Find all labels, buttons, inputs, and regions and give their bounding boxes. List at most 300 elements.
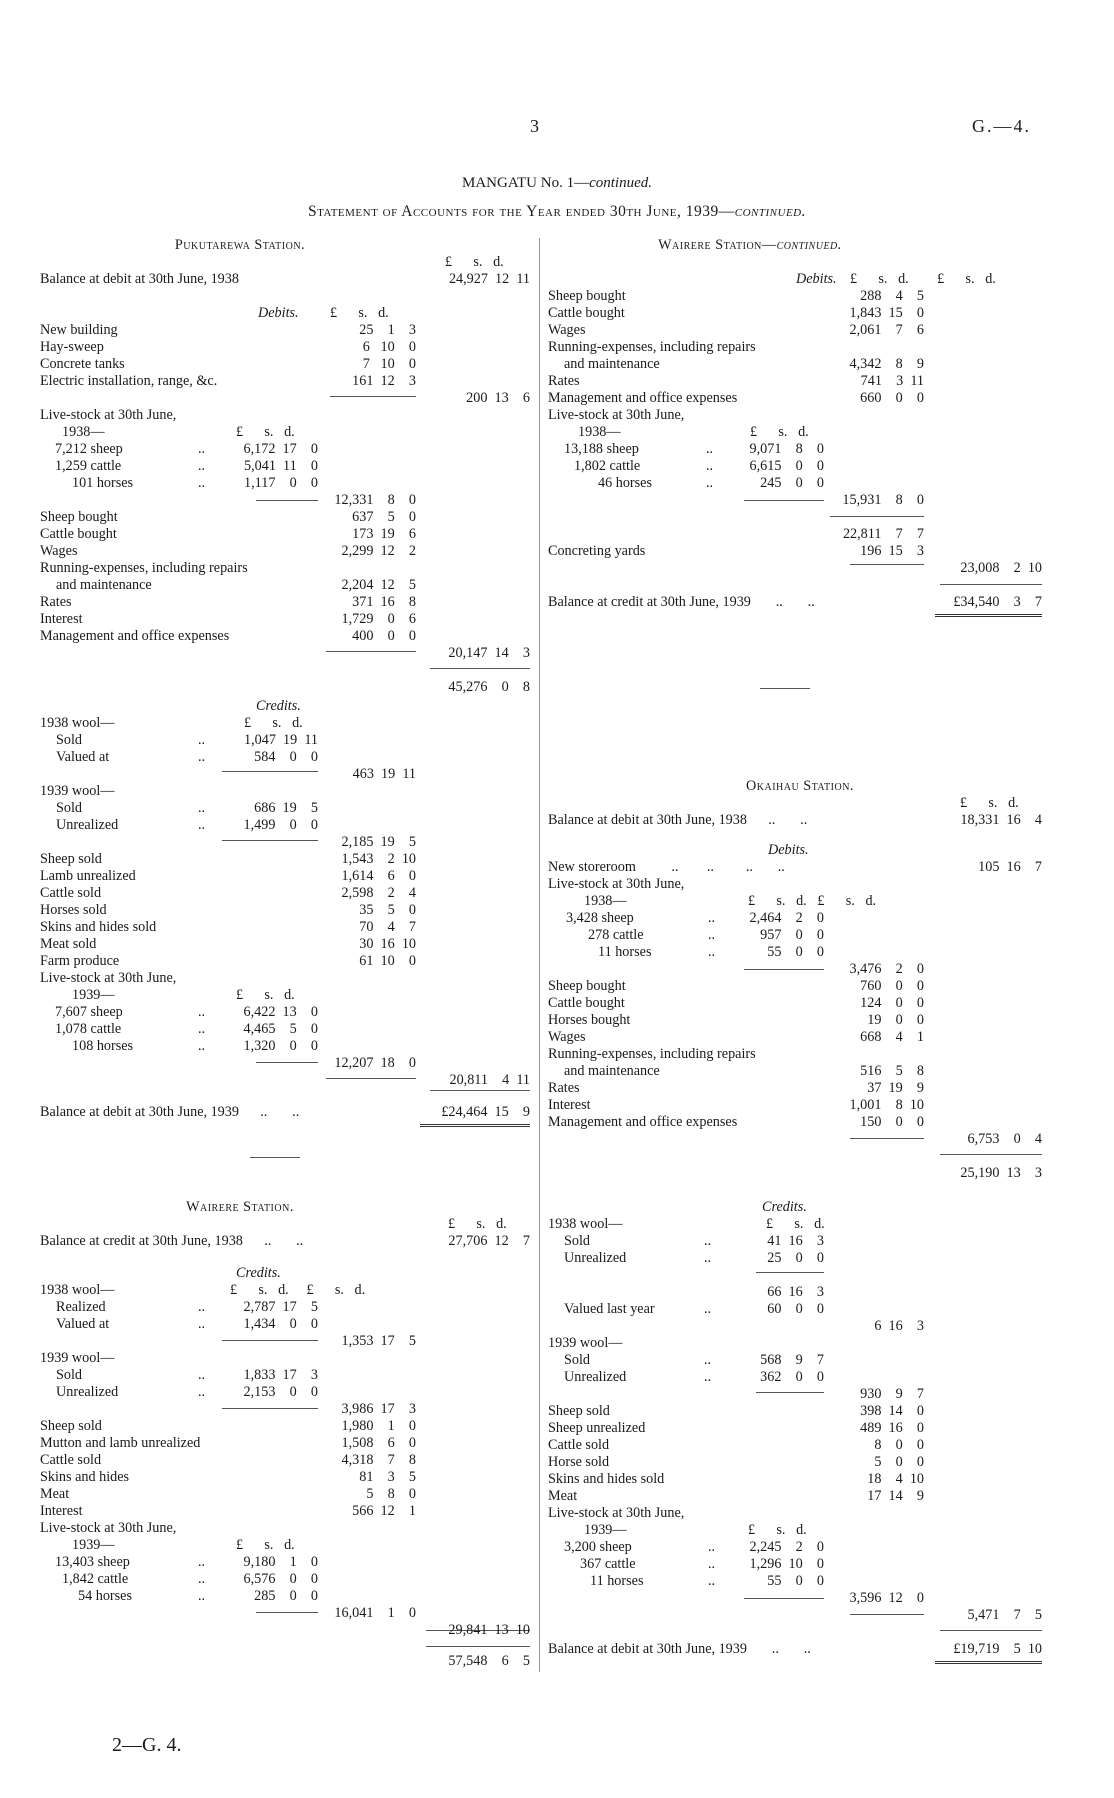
- wairere-right-livestock-label: 46 horses: [598, 475, 652, 491]
- rule: [850, 1138, 924, 1139]
- pukutarewa-credit-amount: 70 4 7: [359, 919, 416, 935]
- wairere-right-heading-suffix: continued.: [776, 237, 842, 253]
- wairere-left-wool1939-total: 3,986 17 3: [341, 1401, 416, 1417]
- okaihau-expense-label: Wages: [548, 1029, 586, 1045]
- wairere-left-credit-amount: 5 8 0: [366, 1486, 416, 1502]
- pukutarewa-livestock-label: 1,259 cattle: [55, 458, 122, 474]
- wairere-right-debit-label: Cattle bought: [548, 305, 625, 321]
- wairere-right-heading-text: Wairere Station—: [658, 237, 777, 253]
- pukutarewa-livestock-col-head: £ s. d.: [236, 424, 295, 440]
- wairere-right-debits-heading: Debits.: [796, 271, 837, 287]
- pukutarewa-wool1938-label: Sold: [56, 732, 83, 748]
- pukutarewa-credit-label: Meat sold: [40, 936, 97, 952]
- okaihau-storeroom-text: New storeroom: [548, 859, 636, 875]
- pukutarewa-debits-heading: Debits.: [258, 305, 299, 321]
- pukutarewa-expense-label: Cattle bought: [40, 526, 117, 542]
- pukutarewa-debits-col-head: £ s. d.: [330, 305, 389, 321]
- rule: [430, 1090, 530, 1091]
- wairere-right-debit-amount: 660 0 0: [860, 390, 924, 406]
- okaihau-valued-label: Valued last year: [564, 1301, 655, 1317]
- wairere-right-concreting-label: Concreting yards: [548, 543, 646, 559]
- wairere-right-debit-label: Management and office expenses: [548, 390, 738, 406]
- okaihau-expense-label: Running-expenses, including repairs: [548, 1046, 756, 1062]
- okaihau-credits-total: 5,471 7 5: [967, 1607, 1042, 1623]
- wairere-right-heading: [550, 237, 950, 254]
- okaihau-credit-label: Meat: [548, 1488, 578, 1504]
- okaihau-credit-amount: 5 0 0: [874, 1454, 924, 1470]
- okaihau-wool1938-label: Sold: [564, 1233, 591, 1249]
- wairere-left-opening-label: Balance at credit at 30th June, 1938 .. ..: [40, 1233, 304, 1249]
- wairere-right-debit-amount: 2,061 7 6: [849, 322, 924, 338]
- wairere-right-debit-amount: 741 3 11: [860, 373, 924, 389]
- wairere-right-concreting-amount: 196 15 3: [860, 543, 924, 559]
- okaihau-wool1938-sum: 66 16 3: [767, 1284, 824, 1300]
- pukutarewa-livestock-label: 101 horses: [72, 475, 134, 491]
- dots: ..: [198, 1588, 206, 1604]
- title-main: MANGATU No. 1—: [462, 175, 590, 191]
- okaihau-livestock-col-head: [748, 893, 876, 910]
- rule: [850, 564, 924, 565]
- okaihau-livestock-amount: 2,464 2 0: [749, 910, 824, 926]
- okaihau-expense-label: Sheep bought: [548, 978, 626, 994]
- dots: ..: [198, 1367, 206, 1383]
- wairere-left-col-head: £ s. d.: [448, 1216, 507, 1232]
- pukutarewa-expense-label: Interest: [40, 611, 83, 627]
- pukutarewa-debits-total: 200 13 6: [466, 390, 530, 406]
- okaihau-expense-amount: 760 0 0: [860, 978, 924, 994]
- dots: ..: [704, 1369, 712, 1385]
- dots: ..: [198, 1004, 206, 1020]
- wairere-right-livestock-amount: 9,071 8 0: [749, 441, 824, 457]
- wairere-left-credit-amount: 1,508 6 0: [341, 1435, 416, 1451]
- okaihau-expense-label: Management and office expenses: [548, 1114, 738, 1130]
- wairere-left-wool1939-label: Unrealized: [56, 1384, 119, 1400]
- dots: ..: [198, 1038, 206, 1054]
- okaihau-credit-label: Sheep unrealized: [548, 1420, 646, 1436]
- subtitle-suffix: continued.: [734, 203, 806, 220]
- pukutarewa-livestock-year: 1938—: [62, 424, 105, 440]
- pukutarewa-credit-amount: 1,543 2 10: [341, 851, 416, 867]
- okaihau-credit-amount: 17 14 9: [867, 1488, 924, 1504]
- pukutarewa-credit-label: Sheep sold: [40, 851, 102, 867]
- wairere-left-credit-label: Sheep sold: [40, 1418, 102, 1434]
- wairere-left-wool1938-label: Realized: [56, 1299, 106, 1315]
- okaihau-closing-amount: £19,719 5 10: [953, 1641, 1042, 1657]
- pukutarewa-livestock-amount: 6,172 17 0: [243, 441, 318, 457]
- pukutarewa-livestock2-label: 108 horses: [72, 1038, 134, 1054]
- okaihau-credit-label: Cattle sold: [548, 1437, 610, 1453]
- pukutarewa-expense-amount: 2,299 12 2: [341, 543, 416, 559]
- okaihau-livestock-col-head-a: £ s. d.: [748, 893, 807, 909]
- okaihau-expense-label: Cattle bought: [548, 995, 625, 1011]
- okaihau-livestock2-col-head: £ s. d.: [748, 1522, 807, 1538]
- okaihau-livestock-label: Live-stock at 30th June,: [548, 876, 685, 892]
- pukutarewa-expenses-total: 20,147 14 3: [448, 645, 530, 661]
- okaihau-livestock-label: 3,428 sheep: [566, 910, 634, 926]
- pukutarewa-credit-label: Cattle sold: [40, 885, 102, 901]
- okaihau-storeroom-amount: 105 16 7: [978, 859, 1042, 875]
- pukutarewa-debit-amount: 25 1 3: [359, 322, 416, 338]
- pukutarewa-opening-label: Balance at debit at 30th June, 1938: [40, 271, 239, 287]
- pukutarewa-expense-label: Sheep bought: [40, 509, 118, 525]
- pukutarewa-debit-label: Concrete tanks: [40, 356, 125, 372]
- dots: ..: [198, 749, 206, 765]
- wairere-left-wool-col-head-a: £ s. d.: [230, 1282, 289, 1298]
- pukutarewa-livestock2-amount: 4,465 5 0: [243, 1021, 318, 1037]
- pukutarewa-credits-total: 20,811 4 11: [449, 1072, 530, 1088]
- wairere-right-debit-label: and maintenance: [564, 356, 660, 372]
- okaihau-opening-text: Balance at debit at 30th June, 1938: [548, 812, 747, 828]
- wairere-left-credit-label: Cattle sold: [40, 1452, 102, 1468]
- rule: [426, 1646, 530, 1647]
- pukutarewa-livestock2-amount: 1,320 0 0: [243, 1038, 318, 1054]
- pukutarewa-wool1939-amount: 686 19 5: [254, 800, 318, 816]
- okaihau-livestock2-total: 3,596 12 0: [849, 1590, 924, 1606]
- okaihau-heading: Okaihau Station.: [746, 778, 854, 794]
- pukutarewa-wool1939-label: Unrealized: [56, 817, 119, 833]
- dots: ..: [706, 458, 714, 474]
- wairere-right-debit-label: Rates: [548, 373, 580, 389]
- wairere-right-livestock-label: 1,802 cattle: [574, 458, 641, 474]
- dots: ..: [198, 1299, 206, 1315]
- pukutarewa-expense-label: Running-expenses, including repairs: [40, 560, 248, 576]
- okaihau-livestock2-label: Live-stock at 30th June,: [548, 1505, 685, 1521]
- dots: ..: [708, 944, 716, 960]
- pukutarewa-livestock2-year: 1939—: [72, 987, 115, 1003]
- pukutarewa-wool1938-label: Valued at: [56, 749, 110, 765]
- pukutarewa-credit-amount: 30 16 10: [359, 936, 416, 952]
- wairere-right-subtotal: 22,811 7 7: [842, 526, 924, 542]
- pukutarewa-livestock-amount: 1,117 0 0: [244, 475, 318, 491]
- dots: ..: [706, 441, 714, 457]
- okaihau-livestock-col-head-b: £ s. d.: [817, 893, 877, 909]
- okaihau-expense-amount: 516 5 8: [860, 1063, 924, 1079]
- pukutarewa-expense-amount: 371 16 8: [352, 594, 416, 610]
- pukutarewa-heading: Pukutarewa Station.: [174, 237, 306, 253]
- pukutarewa-expense-label: Management and office expenses: [40, 628, 230, 644]
- pukutarewa-livestock2-label: 1,078 cattle: [55, 1021, 122, 1037]
- okaihau-credit-label: Sheep sold: [548, 1403, 610, 1419]
- page-number: 3: [530, 116, 539, 136]
- pukutarewa-wool1938-amount: 1,047 19 11: [244, 732, 318, 748]
- pukutarewa-livestock-total: 12,331 8 0: [334, 492, 416, 508]
- dots: ..: [704, 1301, 712, 1317]
- dots: ..: [706, 475, 714, 491]
- pukutarewa-credit-amount: 1,614 6 0: [341, 868, 416, 884]
- dots: ..: [708, 927, 716, 943]
- wairere-left-wool1939-label: Sold: [56, 1367, 83, 1383]
- dots: ..: [704, 1233, 712, 1249]
- double-rule: [420, 1124, 530, 1127]
- pukutarewa-debit-label: Electric installation, range, &c.: [40, 373, 218, 389]
- pukutarewa-credit-amount: 61 10 0: [359, 953, 416, 969]
- wairere-left-credit-label: Mutton and lamb unrealized: [40, 1435, 201, 1451]
- dots: ..: [198, 1021, 206, 1037]
- dots: ..: [198, 800, 206, 816]
- dots: ..: [198, 458, 206, 474]
- pukutarewa-opening-amount: 24,927 12 11: [448, 271, 530, 287]
- dots: ..: [198, 817, 206, 833]
- okaihau-wool1938-label: 1938 wool—: [548, 1216, 623, 1232]
- wairere-left-credit-amount: 4,318 7 8: [341, 1452, 416, 1468]
- pukutarewa-credit-label: Farm produce: [40, 953, 120, 969]
- pukutarewa-debit-amount: 7 10 0: [362, 356, 416, 372]
- wairere-right-livestock-year: 1938—: [578, 424, 621, 440]
- wairere-left-livestock-label: 54 horses: [78, 1588, 132, 1604]
- pukutarewa-livestock2-total: 12,207 18 0: [334, 1055, 416, 1071]
- wairere-right-closing-amount: £34,540 3 7: [953, 594, 1042, 610]
- dots: ..: [198, 1571, 206, 1587]
- pukutarewa-livestock-amount: 5,041 11 0: [244, 458, 318, 474]
- wairere-right-col-head: [850, 271, 996, 288]
- pukutarewa-wool1939-label: Sold: [56, 800, 83, 816]
- wairere-left-credit-label: Interest: [40, 1503, 83, 1519]
- document-subtitle: [0, 203, 1114, 220]
- pukutarewa-closing-text: Balance at debit at 30th June, 1939: [40, 1104, 239, 1120]
- rule: [940, 1630, 1042, 1631]
- document-reference: G.—4.: [972, 116, 1031, 136]
- wairere-left-wool1938-label: 1938 wool—: [40, 1282, 115, 1298]
- okaihau-credit-amount: 489 16 0: [860, 1420, 924, 1436]
- wairere-right-closing-text: Balance at credit at 30th June, 1939: [548, 594, 751, 610]
- wairere-left-wool1938-amount: 1,434 0 0: [243, 1316, 318, 1332]
- okaihau-livestock-total: 3,476 2 0: [849, 961, 924, 977]
- okaihau-credit-label: Horse sold: [548, 1454, 610, 1470]
- wairere-left-wool1938-label: Valued at: [56, 1316, 110, 1332]
- wairere-right-livestock-label: Live-stock at 30th June,: [548, 407, 685, 423]
- okaihau-expense-label: Interest: [548, 1097, 591, 1113]
- wairere-left-heading: Wairere Station.: [186, 1199, 294, 1215]
- wairere-left-livestock-amount: 9,180 1 0: [243, 1554, 318, 1570]
- okaihau-expense-amount: 124 0 0: [860, 995, 924, 1011]
- wairere-left-credit-amount: 81 3 5: [359, 1469, 416, 1485]
- okaihau-livestock2-year: 1939—: [584, 1522, 627, 1538]
- wairere-left-credit-amount: 1,980 1 0: [341, 1418, 416, 1434]
- okaihau-opening-amount: 18,331 16 4: [960, 812, 1042, 828]
- wairere-left-opening-amount: 27,706 12 7: [448, 1233, 530, 1249]
- okaihau-expense-amount: 37 19 9: [867, 1080, 924, 1096]
- pukutarewa-credit-amount: 35 5 0: [359, 902, 416, 918]
- document-title: [0, 175, 1114, 192]
- pukutarewa-wool1938-amount: 584 0 0: [254, 749, 318, 765]
- pukutarewa-closing-label: Balance at debit at 30th June, 1939 .. ..: [40, 1104, 300, 1120]
- okaihau-expense-label: Rates: [548, 1080, 580, 1096]
- pukutarewa-wool1939-amount: 1,499 0 0: [243, 817, 318, 833]
- okaihau-livestock2-label: 367 cattle: [580, 1556, 636, 1572]
- pukutarewa-credits-heading: Credits.: [256, 698, 301, 714]
- wairere-right-livestock-total: 15,931 8 0: [842, 492, 924, 508]
- okaihau-credit-amount: 398 14 0: [860, 1403, 924, 1419]
- pukutarewa-expense-amount: 637 5 0: [352, 509, 416, 525]
- wairere-right-col-head-b: £ s. d.: [937, 271, 996, 287]
- wairere-left-livestock-amount: 285 0 0: [254, 1588, 318, 1604]
- pukutarewa-livestock2-label: Live-stock at 30th June,: [40, 970, 177, 986]
- okaihau-livestock-label: 11 horses: [598, 944, 652, 960]
- pukutarewa-expense-label: and maintenance: [56, 577, 152, 593]
- wairere-left-wool1938-amount: 2,787 17 5: [243, 1299, 318, 1315]
- section-separator: [250, 1157, 300, 1158]
- column-divider: [539, 238, 540, 1672]
- wairere-right-livestock-amount: 6,615 0 0: [749, 458, 824, 474]
- okaihau-closing-text: Balance at debit at 30th June, 1939: [548, 1641, 747, 1657]
- wairere-right-debits-total: 23,008 2 10: [960, 560, 1042, 576]
- okaihau-credit-amount: 18 4 10: [867, 1471, 924, 1487]
- wairere-left-credit-amount: 566 12 1: [352, 1503, 416, 1519]
- dots: ..: [708, 1539, 716, 1555]
- dots: ..: [708, 1573, 716, 1589]
- pukutarewa-expense-amount: 173 19 6: [352, 526, 416, 542]
- pukutarewa-credit-label: Lamb unrealized: [40, 868, 136, 884]
- okaihau-wool1938-total: 6 16 3: [874, 1318, 924, 1334]
- wairere-left-wool-col-head: [230, 1282, 365, 1299]
- okaihau-wool1939-total: 930 9 7: [860, 1386, 924, 1402]
- dots: ..: [198, 732, 206, 748]
- pukutarewa-wool1939-total: 2,185 19 5: [341, 834, 416, 850]
- pukutarewa-credit-label: Skins and hides sold: [40, 919, 157, 935]
- okaihau-wool1939-label: Unrealized: [564, 1369, 627, 1385]
- okaihau-livestock-label: 278 cattle: [588, 927, 644, 943]
- pukutarewa-livestock2-label: 7,607 sheep: [55, 1004, 123, 1020]
- pukutarewa-credit-label: Horses sold: [40, 902, 107, 918]
- wairere-right-closing-label: Balance at credit at 30th June, 1939 .. ..: [548, 594, 815, 610]
- dots: ..: [198, 441, 206, 457]
- dots: ..: [708, 1556, 716, 1572]
- wairere-left-grand-total: 57,548 6 5: [448, 1653, 530, 1669]
- dots: ..: [704, 1352, 712, 1368]
- pukutarewa-livestock-label: 7,212 sheep: [55, 441, 123, 457]
- dots: ..: [708, 910, 716, 926]
- okaihau-expense-amount: 668 4 1: [860, 1029, 924, 1045]
- pukutarewa-wool1938-total: 463 19 11: [352, 766, 416, 782]
- wairere-right-debit-amount: 288 4 5: [860, 288, 924, 304]
- pukutarewa-livestock-label: Live-stock at 30th June,: [40, 407, 177, 423]
- wairere-left-wool-col-head-b: £ s. d.: [306, 1282, 366, 1298]
- pukutarewa-col-head: £ s. d.: [445, 254, 504, 270]
- pukutarewa-expense-label: Rates: [40, 594, 72, 610]
- pukutarewa-closing-amount: £24,464 15 9: [441, 1104, 530, 1120]
- okaihau-wool1938-amount: 25 0 0: [767, 1250, 824, 1266]
- okaihau-wool1938-label: Unrealized: [564, 1250, 627, 1266]
- double-rule: [935, 1661, 1042, 1664]
- wairere-left-livestock-total: 16,041 1 0: [334, 1605, 416, 1621]
- okaihau-expense-amount: 19 0 0: [867, 1012, 924, 1028]
- wairere-left-credit-label: Skins and hides: [40, 1469, 130, 1485]
- dots: ..: [704, 1250, 712, 1266]
- wairere-left-credits-heading: Credits.: [236, 1265, 281, 1281]
- okaihau-wool1939-amount: 362 0 0: [760, 1369, 824, 1385]
- wairere-left-livestock-label: 13,403 sheep: [55, 1554, 130, 1570]
- wairere-right-livestock-col-head: £ s. d.: [750, 424, 809, 440]
- pukutarewa-debit-amount: 6 10 0: [362, 339, 416, 355]
- okaihau-livestock-amount: 55 0 0: [767, 944, 824, 960]
- wairere-left-livestock-label: 1,842 cattle: [62, 1571, 129, 1587]
- section-separator: [760, 688, 810, 689]
- wairere-right-livestock-amount: 245 0 0: [760, 475, 824, 491]
- wairere-left-livestock-col-head: £ s. d.: [236, 1537, 295, 1553]
- okaihau-debits-heading: Debits.: [768, 842, 809, 858]
- okaihau-expense-amount: 1,001 8 10: [849, 1097, 924, 1113]
- okaihau-credits-heading: Credits.: [762, 1199, 807, 1215]
- okaihau-credit-amount: 8 0 0: [874, 1437, 924, 1453]
- okaihau-wool1938-amount: 41 16 3: [767, 1233, 824, 1249]
- okaihau-storeroom-label: New storeroom .. .. .. ..: [548, 859, 785, 875]
- okaihau-wool-col-head: £ s. d.: [766, 1216, 825, 1232]
- okaihau-opening-label: Balance at debit at 30th June, 1938 .. ..: [548, 812, 808, 828]
- okaihau-livestock2-label: 11 horses: [590, 1573, 644, 1589]
- wairere-left-wool1938-total: 1,353 17 5: [341, 1333, 416, 1349]
- pukutarewa-grand-total: 45,276 0 8: [448, 679, 530, 695]
- dots: ..: [198, 1316, 206, 1332]
- okaihau-livestock2-amount: 55 0 0: [767, 1573, 824, 1589]
- wairere-right-debit-label: Sheep bought: [548, 288, 626, 304]
- rule: [830, 516, 924, 517]
- okaihau-col-head: £ s. d.: [960, 795, 1019, 811]
- wairere-left-opening-text: Balance at credit at 30th June, 1938: [40, 1233, 243, 1249]
- okaihau-wool1939-label: Sold: [564, 1352, 591, 1368]
- wairere-left-wool1939-amount: 1,833 17 3: [243, 1367, 318, 1383]
- page-signature: 2—G. 4.: [112, 1734, 182, 1756]
- pukutarewa-expense-amount: 2,204 12 5: [341, 577, 416, 593]
- pukutarewa-expense-label: Wages: [40, 543, 78, 559]
- double-rule: [935, 614, 1042, 617]
- pukutarewa-expense-amount: 1,729 0 6: [341, 611, 416, 627]
- okaihau-livestock-year: 1938—: [584, 893, 627, 909]
- wairere-left-livestock-label: Live-stock at 30th June,: [40, 1520, 177, 1536]
- pukutarewa-debit-amount: 161 12 3: [352, 373, 416, 389]
- wairere-right-debit-label: Wages: [548, 322, 586, 338]
- wairere-left-credits-total: 29,841 13 10: [448, 1622, 530, 1638]
- okaihau-livestock-amount: 957 0 0: [760, 927, 824, 943]
- rule: [756, 1272, 824, 1273]
- wairere-right-debit-label: Running-expenses, including repairs: [548, 339, 756, 355]
- subtitle-main: Statement of Accounts for the Year ended 30th June, 1939—: [308, 203, 735, 220]
- okaihau-livestock2-amount: 1,296 10 0: [749, 1556, 824, 1572]
- pukutarewa-credit-amount: 2,598 2 4: [341, 885, 416, 901]
- wairere-left-credit-label: Meat: [40, 1486, 70, 1502]
- pukutarewa-expense-amount: 400 0 0: [352, 628, 416, 644]
- wairere-left-wool1939-amount: 2,153 0 0: [243, 1384, 318, 1400]
- pukutarewa-debit-label: Hay-sweep: [40, 339, 104, 355]
- rule: [430, 668, 530, 669]
- pukutarewa-livestock2-amount: 6,422 13 0: [243, 1004, 318, 1020]
- okaihau-valued-amount: 60 0 0: [767, 1301, 824, 1317]
- okaihau-expense-label: and maintenance: [564, 1063, 660, 1079]
- okaihau-expense-label: Horses bought: [548, 1012, 631, 1028]
- okaihau-grand-total: 25,190 13 3: [960, 1165, 1042, 1181]
- okaihau-livestock2-label: 3,200 sheep: [564, 1539, 632, 1555]
- pukutarewa-wool1938-label: 1938 wool—: [40, 715, 115, 731]
- okaihau-wool1939-label: 1939 wool—: [548, 1335, 623, 1351]
- wairere-right-livestock-label: 13,188 sheep: [564, 441, 639, 457]
- okaihau-livestock2-amount: 2,245 2 0: [749, 1539, 824, 1555]
- title-suffix: continued.: [589, 175, 652, 191]
- rule: [850, 1614, 924, 1615]
- wairere-right-debit-amount: 1,843 15 0: [849, 305, 924, 321]
- wairere-right-debit-amount: 4,342 8 9: [849, 356, 924, 372]
- okaihau-expenses-total: 6,753 0 4: [967, 1131, 1042, 1147]
- dots: ..: [198, 1554, 206, 1570]
- dots: ..: [198, 475, 206, 491]
- pukutarewa-debit-label: New building: [40, 322, 118, 338]
- wairere-left-wool1939-label: 1939 wool—: [40, 1350, 115, 1366]
- rule: [940, 584, 1042, 585]
- dots: ..: [198, 1384, 206, 1400]
- pukutarewa-wool1939-label: 1939 wool—: [40, 783, 115, 799]
- pukutarewa-wool-col-head: £ s. d.: [244, 715, 303, 731]
- pukutarewa-livestock2-col-head: £ s. d.: [236, 987, 295, 1003]
- wairere-left-livestock-year: 1939—: [72, 1537, 115, 1553]
- okaihau-expense-amount: 150 0 0: [860, 1114, 924, 1130]
